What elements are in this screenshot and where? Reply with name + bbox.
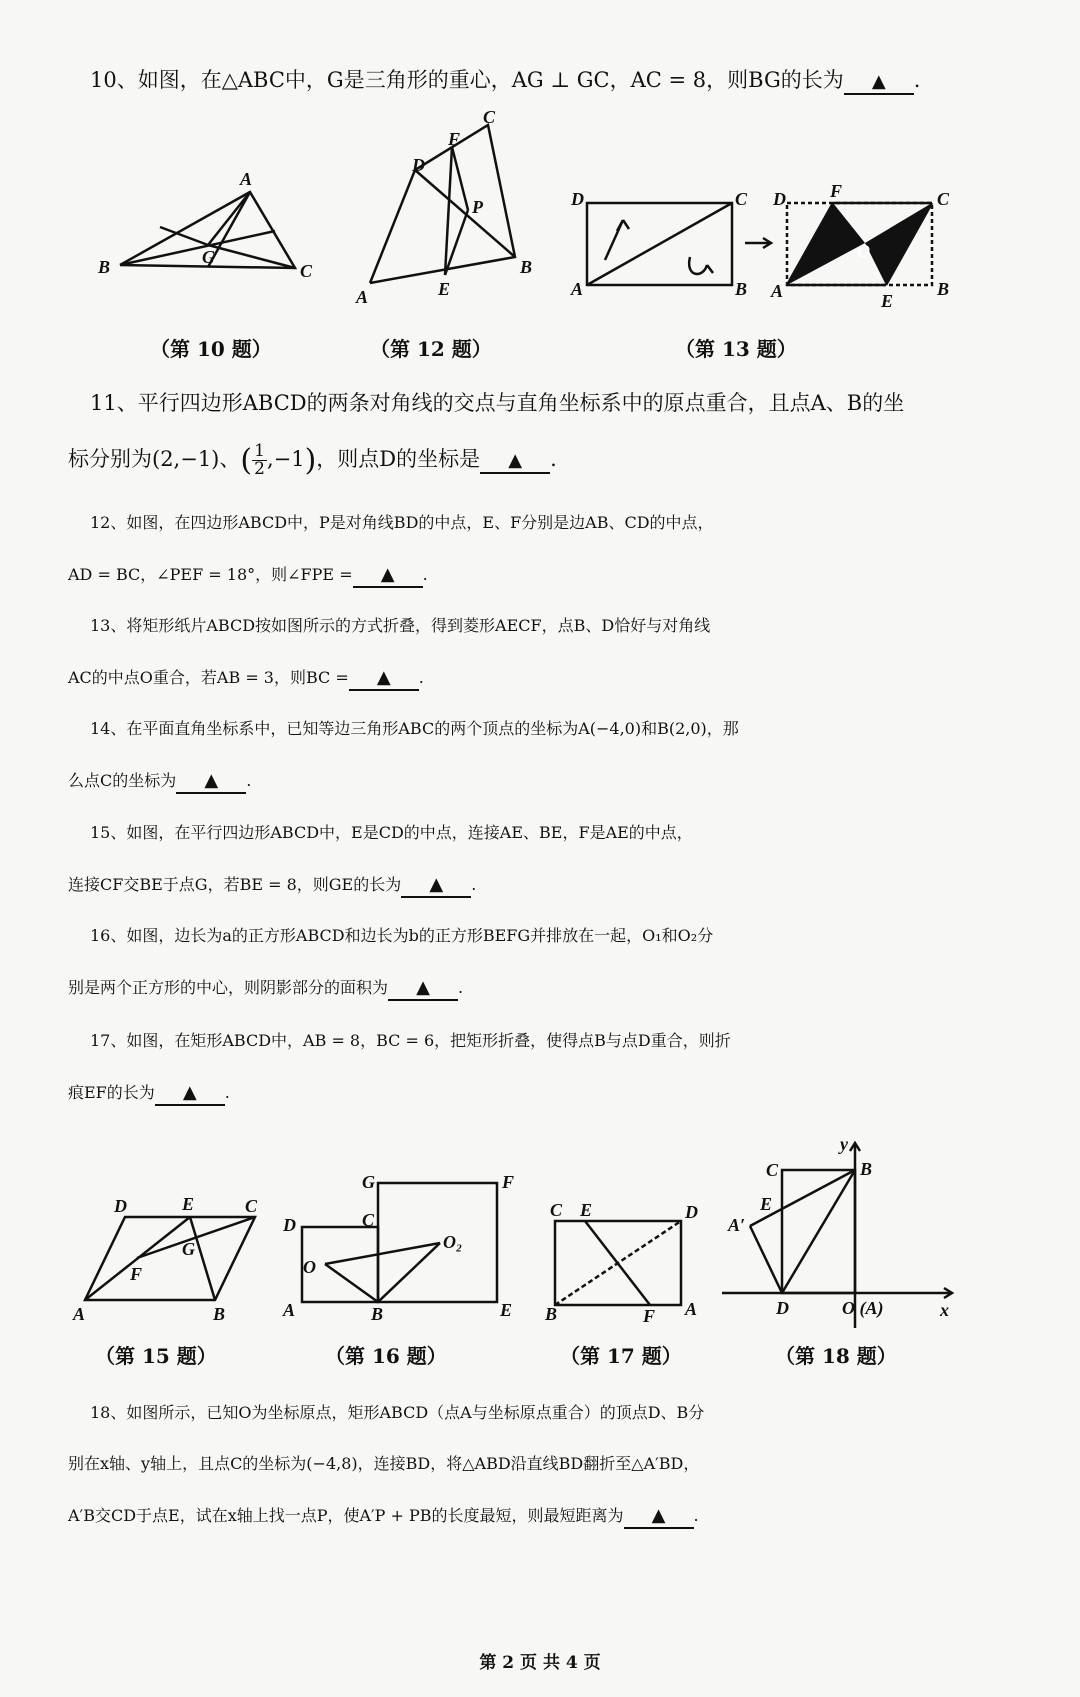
question-16-line2: 别是两个正方形的中心，则阴影部分的面积为 ▲ . <box>68 975 463 1001</box>
question-11-line2: 标分别为(2,−1)、( $\frac{1}{2}$ ,−1)，则点D的坐标是 ▲ . <box>68 441 557 479</box>
figure-17-caption: （第 17 题） <box>560 1344 682 1368</box>
label-C: C <box>766 1160 779 1180</box>
label-A: A <box>240 169 253 189</box>
label-O1: O <box>303 1257 316 1277</box>
figure-16 <box>280 1168 525 1328</box>
question-18-line1: 18、如图所示，已知O为坐标原点，矩形ABCD（点A与坐标原点重合）的顶点D、B分 <box>90 1403 705 1422</box>
question-10-text: 10、如图，在△ABC中，G是三角形的重心，AG ⊥ GC，AC = 8，则BG的长为 <box>90 68 844 92</box>
label-E: E <box>580 1200 593 1220</box>
label-D: D <box>571 189 584 209</box>
figure-13-caption: （第 13 题） <box>675 337 797 361</box>
label-F: F <box>502 1172 515 1192</box>
figure-15 <box>70 1195 270 1325</box>
question-14-line1: 14、在平面直角坐标系中，已知等边三角形ABC的两个顶点的坐标为A(−4,0)和B(2,0)，那 <box>90 719 739 738</box>
label-C: C <box>362 1210 375 1230</box>
label-C: C <box>300 261 313 281</box>
label-F: F <box>830 181 843 201</box>
label-A: A <box>356 287 369 307</box>
page-footer: 第 2 页 共 4 页 <box>479 1653 601 1673</box>
label-D: D <box>685 1202 698 1222</box>
figure-10 <box>90 165 320 300</box>
label-C: C <box>735 189 748 209</box>
label-D2: D <box>773 189 786 209</box>
label-B: B <box>371 1304 384 1324</box>
label-D: D <box>114 1196 127 1216</box>
question-12-line1: 12、如图，在四边形ABCD中，P是对角线BD的中点，E、F分别是边AB、CD的中点， <box>90 513 714 532</box>
label-O2: O₂ <box>443 1232 463 1252</box>
label-P: P <box>472 197 483 217</box>
label-E: E <box>881 291 894 311</box>
answer-blank[interactable]: ▲ <box>155 1082 225 1106</box>
label-E: E <box>438 279 451 299</box>
question-16-line1: 16、如图，边长为a的正方形ABCD和边长为b的正方形BEFG并排放在一起，O₁和O₂分 <box>90 926 714 945</box>
answer-blank[interactable]: ▲ <box>388 977 458 1001</box>
label-G: G <box>182 1239 195 1259</box>
figure-16-caption: （第 16 题） <box>325 1344 447 1368</box>
label-E: E <box>500 1300 513 1320</box>
label-F: F <box>448 129 461 149</box>
label-C: C <box>550 1200 563 1220</box>
label-B2: B <box>937 279 950 299</box>
figure-10-caption: （第 10 题） <box>150 337 272 361</box>
answer-blank[interactable]: ▲ <box>349 667 419 691</box>
answer-blank[interactable]: ▲ <box>353 564 423 588</box>
label-C: C <box>245 1196 258 1216</box>
label-O-A: O (A) <box>842 1298 884 1318</box>
question-18-line2: 别在x轴、y轴上，且点C的坐标为(−4,8)，连接BD，将△ABD沿直线BD翻折至△A′BD， <box>68 1454 700 1473</box>
question-17-line1: 17、如图，在矩形ABCD中，AB = 8，BC = 6，把矩形折叠，使得点B与点D重合，则折 <box>90 1031 731 1050</box>
label-O: O <box>857 241 870 261</box>
label-A: A <box>571 279 584 299</box>
q11-coord-b: ,−1 <box>266 447 305 471</box>
label-A: A <box>685 1299 698 1319</box>
figure-12-caption: （第 12 题） <box>370 337 492 361</box>
label-C: C <box>483 107 496 127</box>
question-13-line1: 13、将矩形纸片ABCD按如图所示的方式折叠，得到菱形AECF，点B、D恰好与对角线 <box>90 616 711 635</box>
q11-tail: ，则点D的坐标是 <box>316 447 481 471</box>
answer-blank[interactable]: ▲ <box>844 71 914 95</box>
label-C2: C <box>937 189 950 209</box>
label-F: F <box>130 1264 143 1284</box>
label-B: B <box>545 1304 558 1324</box>
answer-blank[interactable]: ▲ <box>176 770 246 794</box>
label-y: y <box>840 1134 848 1154</box>
answer-blank[interactable]: ▲ <box>480 450 550 474</box>
label-A2: A <box>771 281 784 301</box>
question-14-line2: 么点C的坐标为 ▲ . <box>68 768 251 794</box>
figure-18-caption: （第 18 题） <box>775 1344 897 1368</box>
figure-17 <box>540 1198 700 1326</box>
label-B: B <box>860 1159 873 1179</box>
figure-12 <box>350 107 535 310</box>
answer-blank[interactable]: ▲ <box>624 1505 694 1529</box>
label-E: E <box>760 1194 773 1214</box>
label-G: G <box>362 1172 375 1192</box>
label-A: A <box>283 1300 296 1320</box>
question-18-line3: A′B交CD于点E，试在x轴上找一点P，使A′P + PB的长度最短，则最短距离为 ▲ . <box>68 1503 699 1529</box>
figure-18 <box>720 1134 960 1328</box>
label-G: G <box>202 247 215 267</box>
answer-blank[interactable]: ▲ <box>401 874 471 898</box>
q11-coord-a: 标分别为(2,−1)、 <box>68 447 241 471</box>
label-F: F <box>643 1306 656 1326</box>
question-15-line2: 连接CF交BE于点G，若BE = 8，则GE的长为 ▲ . <box>68 872 476 898</box>
label-B: B <box>735 279 748 299</box>
label-A: A <box>73 1304 86 1324</box>
fraction: $\frac{1}{2}$ <box>254 441 265 479</box>
label-A-prime: A′ <box>728 1215 746 1235</box>
question-10: 10、如图，在△ABC中，G是三角形的重心，AG ⊥ GC，AC = 8，则BG的长为 ▲ . <box>90 64 920 95</box>
label-D: D <box>776 1298 789 1318</box>
label-D: D <box>283 1215 296 1235</box>
figure-15-caption: （第 15 题） <box>95 1344 217 1368</box>
question-11-line1: 11、平行四边形ABCD的两条对角线的交点与直角坐标系中的原点重合，且点A、B的坐 <box>90 391 905 415</box>
question-15-line1: 15、如图，在平行四边形ABCD中，E是CD的中点，连接AE、BE，F是AE的中点， <box>90 823 693 842</box>
question-12-line2: AD = BC，∠PEF = 18°，则∠FPE = ▲ . <box>68 562 428 588</box>
label-B: B <box>98 257 111 277</box>
label-E: E <box>182 1194 195 1214</box>
label-D: D <box>412 155 425 175</box>
question-13-line2: AC的中点O重合，若AB = 3，则BC = ▲ . <box>68 665 424 691</box>
label-B: B <box>520 257 533 277</box>
figure-13 <box>565 181 965 311</box>
label-B: B <box>213 1304 226 1324</box>
label-x: x <box>940 1300 949 1320</box>
question-17-line2: 痕EF的长为 ▲ . <box>68 1080 230 1106</box>
